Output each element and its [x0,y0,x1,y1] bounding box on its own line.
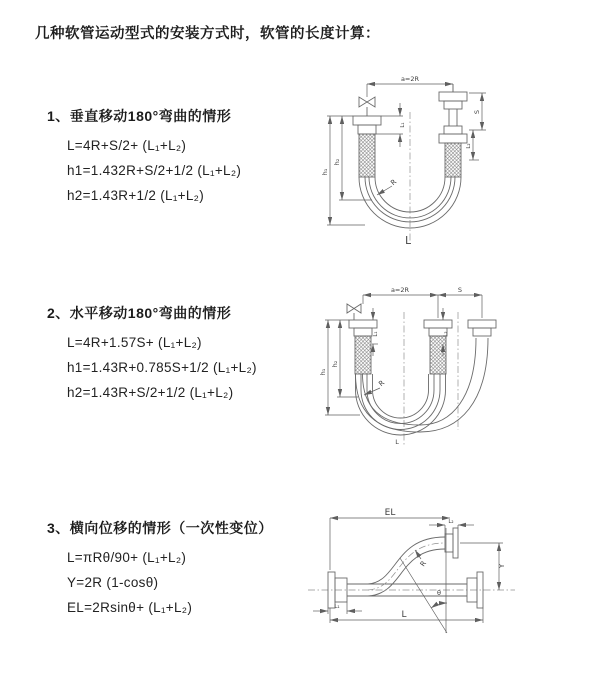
right-hose-fitting [439,84,467,177]
dim-l1-label: L₁ [334,604,340,610]
dim-l-label: L [401,610,407,620]
dim-a2r-label: a=2R [400,75,420,83]
section-1 [47,106,241,208]
hose-u-bend-position2 [356,338,489,432]
radius-leader [377,178,398,195]
hose-displaced-position [368,537,445,596]
dim-h2-label: h₂ [333,158,341,166]
middle-hose-fitting [424,320,452,374]
dimension-l1 [372,308,379,356]
dim-l2-label: L₂ [466,143,472,149]
braided-hose-section [430,336,446,374]
theta-label: θ [437,589,441,597]
page-title: 几种软管运动型式的安装方式时，软管的长度计算： [35,26,380,42]
radius-label: R [418,559,429,569]
dimension-s [438,286,482,318]
formula-h1: h1=1.43R+0.785S+1/2 (L₁+L₂) [67,360,257,375]
angle-construction [400,528,447,633]
radius-leader [415,550,428,568]
hose-u-bend-position1 [356,374,446,435]
top-hose-fitting [445,528,458,558]
formula-length: L=4R+1.57S+ (L₁+L₂) [67,335,202,350]
length-label: L [395,438,399,446]
valve-icon [347,304,361,320]
dimension-l2 [429,519,474,534]
dimension-l1 [313,602,362,614]
dim-l2-label: L₂ [448,519,454,525]
dim-l1-label: L₁ [400,122,406,128]
section-2-heading: 2、水平移动180°弯曲的情形 [47,305,232,321]
section-3 [47,518,273,620]
braided-hose-section [445,143,461,177]
braided-hose-section [359,134,375,177]
diagram-horizontal-180-bend [300,282,600,467]
dimension-el [330,508,450,570]
formula-length: L=πRθ/90+ (L₁+L₂) [67,550,187,565]
dim-l1-label: L₁ [373,331,379,337]
dim-s-label: S [473,109,481,115]
length-label: L [405,235,411,247]
formula-h1: h1=1.432R+S/2+1/2 (L₁+L₂) [67,163,242,178]
dim-el-label: EL [384,508,396,518]
diagram-lateral-displacement [300,498,600,653]
dimension-l2 [466,130,479,160]
dimension-s [469,93,486,130]
diagram-vertical-180-bend [300,72,595,267]
dim-a2r-label: a=2R [390,286,410,294]
section-1-heading: 1、垂直移动180°弯曲的情形 [47,108,232,124]
dim-h1-label: h₁ [321,168,329,176]
formula-y: Y=2R (1-cosθ) [67,575,159,590]
left-hose-fitting [353,116,381,177]
valve-icon [359,97,375,116]
radius-label: R [377,378,387,389]
formula-el: EL=2Rsinθ+ (L₁+L₂) [67,600,193,615]
formula-length: L=4R+S/2+ (L₁+L₂) [67,138,187,153]
section-3-heading: 3、横向位移的情形（一次性变位） [47,520,273,536]
dimension-a2r [363,286,438,318]
section-2 [47,303,257,405]
formula-h2: h2=1.43R+S/2+1/2 (L₁+L₂) [67,385,234,400]
dimension-a2r [367,75,453,97]
dim-h1-label: h₁ [319,368,327,376]
dim-h2-label: h₂ [331,360,339,368]
right-hose-fitting [468,320,496,336]
formula-h2: h2=1.43R+1/2 (L₁+L₂) [67,188,205,203]
dim-l2-label: L₂ [443,331,449,337]
braided-hose-section [355,336,371,374]
radius-label: R [389,177,399,188]
dim-s-label: S [457,286,463,294]
dimension-l [330,608,483,623]
dim-y-label: Y [498,563,506,569]
